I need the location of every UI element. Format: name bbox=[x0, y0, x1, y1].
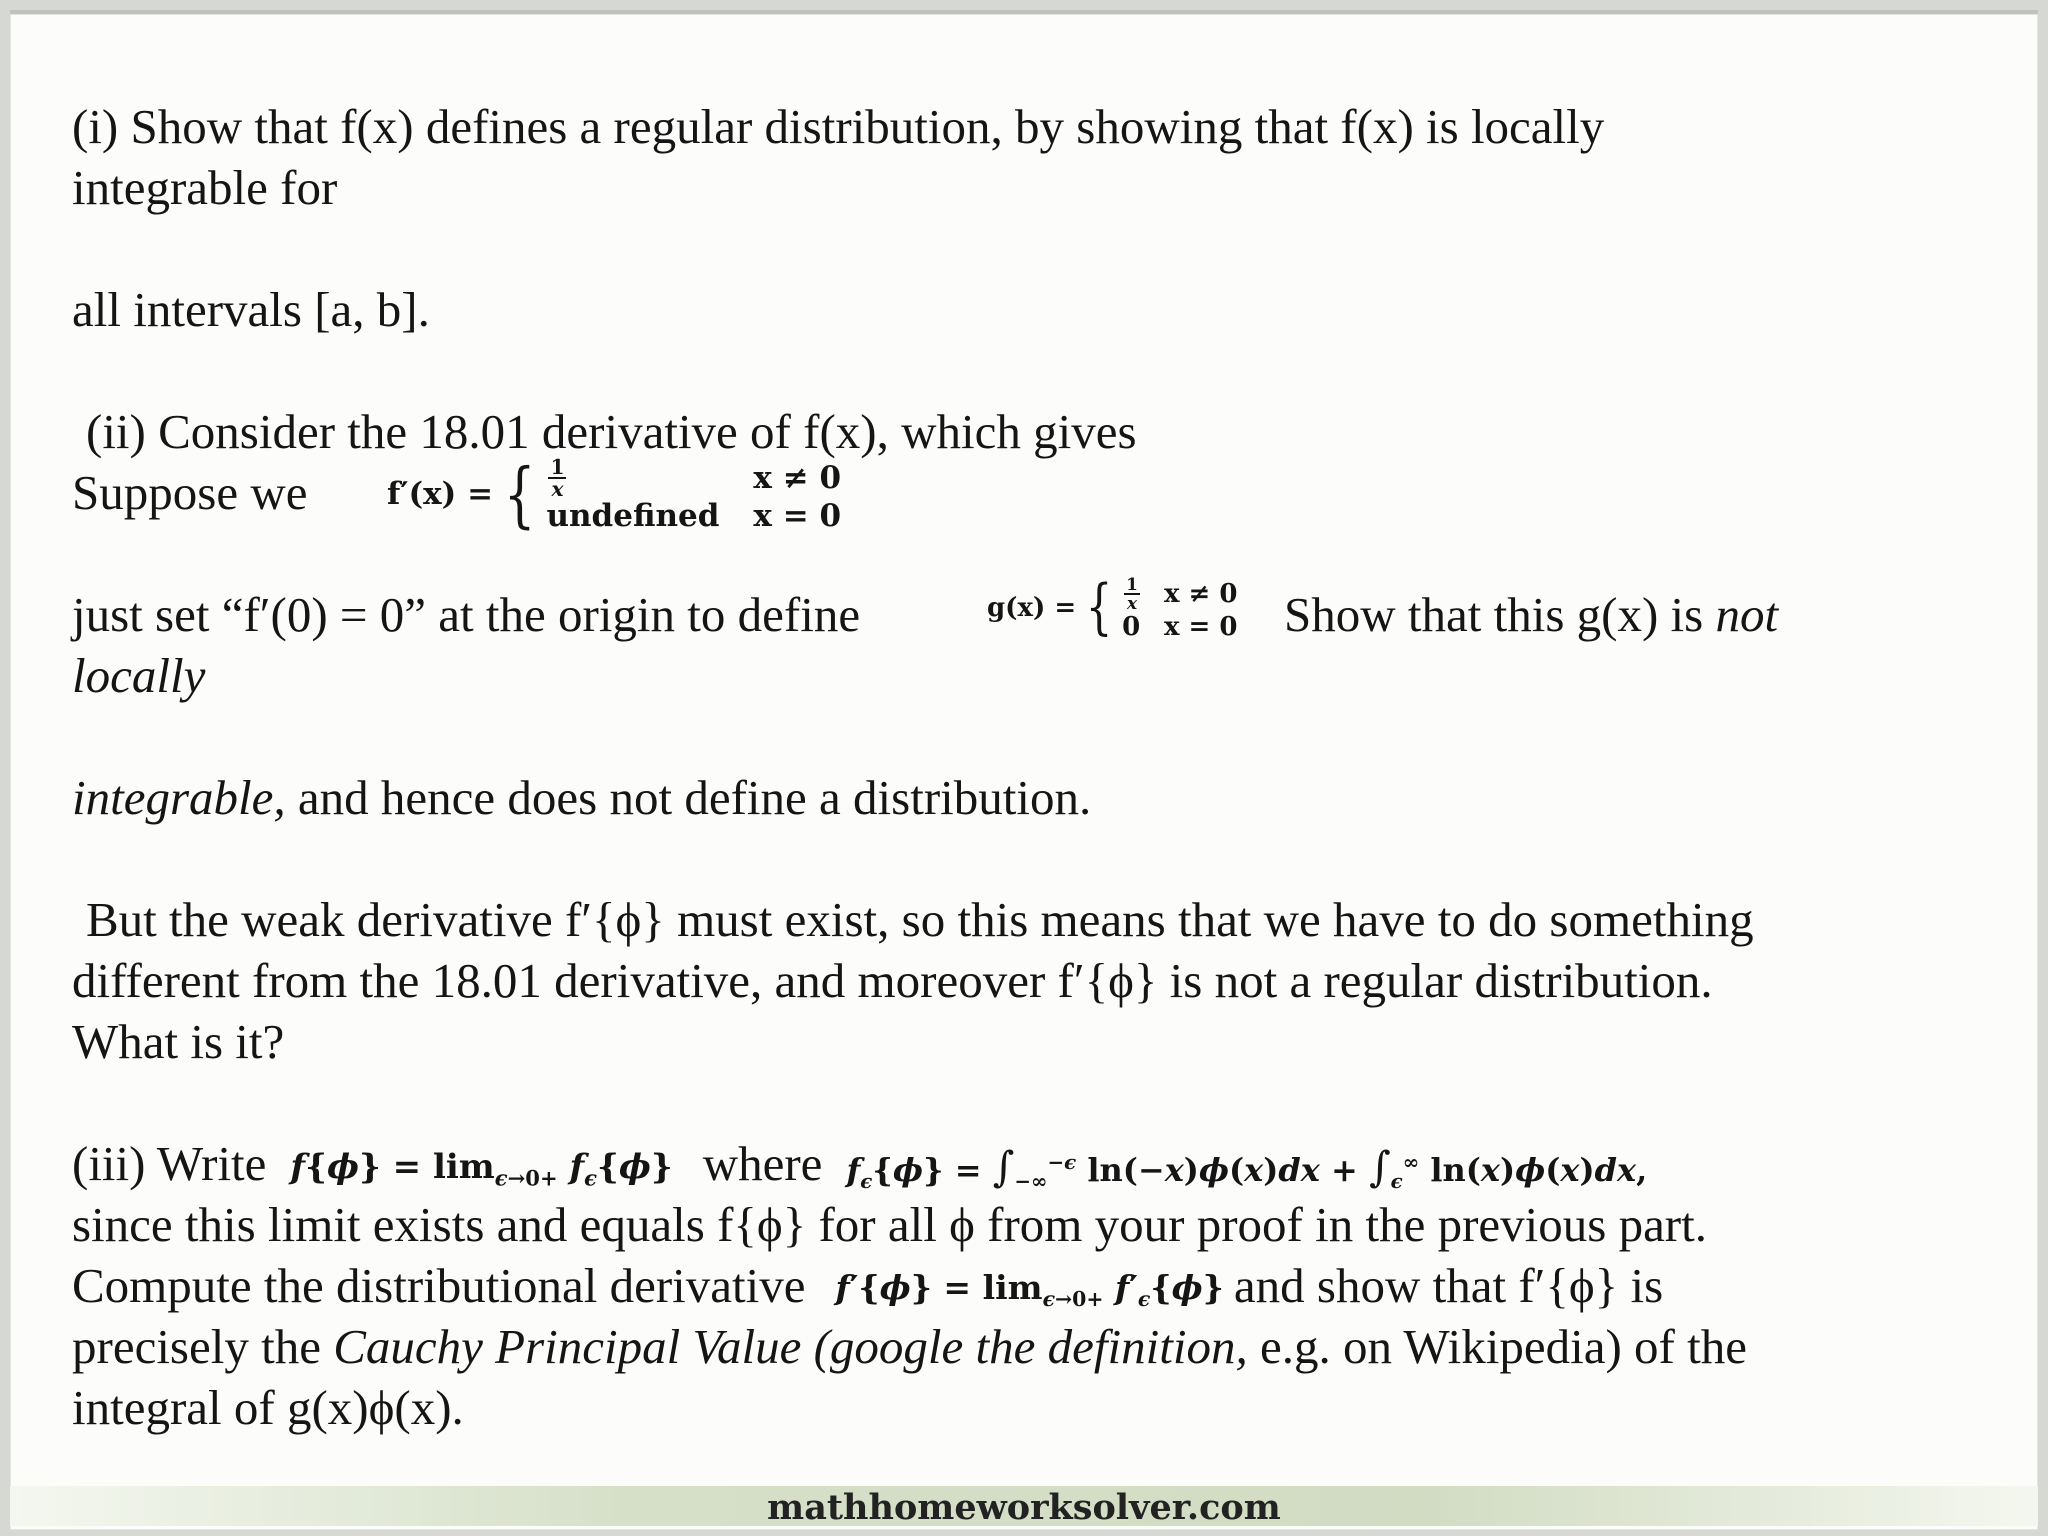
fprime-case1-value: $\frac{1}{x}$ bbox=[550, 455, 565, 502]
not-emphasis: not bbox=[1715, 587, 1779, 642]
part3-line2: since this limit exists and equals f{ϕ} for all ϕ from your proof in the previous part. bbox=[72, 1197, 1707, 1252]
g-case2-value: 0 bbox=[1122, 611, 1141, 642]
slide-content bbox=[72, 96, 2012, 1438]
weak-line2: different from the 18.01 derivative, and moreover f′{ϕ} is not a regular distribution. bbox=[72, 953, 1713, 1008]
part1-line3: all intervals [a, b]. bbox=[72, 282, 430, 337]
part2-justset-line bbox=[72, 571, 2012, 645]
fprime-case2-cond: x = 0 bbox=[753, 498, 842, 535]
derivative-limit-equation: $f'\{\phi\} = \lim_{\epsilon\to 0+} f'_\epsilon\{\phi\}$ bbox=[835, 1268, 1224, 1312]
write-text: (iii) Write bbox=[72, 1136, 267, 1191]
fprime-case2-value: undefined bbox=[546, 498, 720, 535]
and-show-text: and show that f′{ϕ} is bbox=[1233, 1258, 1664, 1313]
cauchy-emphasis: Cauchy Principal Value (google the definition, bbox=[333, 1319, 1248, 1374]
g-case2-cond: x = 0 bbox=[1163, 611, 1238, 642]
g-case1-value: $\frac{1}{x}$ bbox=[1126, 574, 1138, 613]
part3-compute-line bbox=[72, 1255, 2012, 1316]
integrable-emphasis: integrable, bbox=[72, 770, 286, 825]
eg-text: e.g. on Wikipedia) of the bbox=[1247, 1319, 1747, 1374]
precisely-text: precisely the bbox=[72, 1319, 334, 1374]
part2-line1: (ii) Consider the 18.01 derivative of f(x), which gives bbox=[86, 404, 1137, 459]
integrable-line bbox=[72, 767, 2012, 828]
fprime-equation: f′(x) = { $\frac{1}{x}$ x ≠ 0 undefined x = 0 bbox=[387, 453, 842, 537]
where-text: where bbox=[702, 1136, 823, 1191]
slide bbox=[10, 10, 2038, 1530]
g-case1-cond: x ≠ 0 bbox=[1163, 578, 1238, 609]
footer-site: mathhomeworksolver.com bbox=[767, 1487, 1281, 1528]
f-epsilon-equation: $f_\epsilon\{\phi\} = \int_{-\infty}^{-\epsilon}$ $\ln(-x)\phi(x)dx + \int_\epsilon^\infty$ ln(x)ϕ(x)dx, bbox=[846, 1141, 1648, 1193]
weak-line1: But the weak derivative f′{ϕ} must exist, so this means that we have to do something bbox=[86, 892, 1754, 947]
part3-precisely-line bbox=[72, 1316, 2012, 1377]
locally-emphasis: locally bbox=[72, 648, 206, 703]
g-equation: g(x) = { $\frac{1}{x}$ x ≠ 0 0 x = 0 bbox=[987, 571, 1238, 642]
show-pre-text: Show that this g(x) is bbox=[1284, 587, 1704, 642]
compute-text: Compute the distributional derivative bbox=[72, 1258, 806, 1313]
weak-line3: What is it? bbox=[72, 1014, 285, 1069]
part1-line1: (i) Show that f(x) defines a regular distribution, by showing that f(x) is locally bbox=[72, 99, 1605, 154]
fprime-lhs: f′(x) = bbox=[387, 476, 494, 513]
limit-definition-equation: $f\{\phi\} = \lim_{\epsilon\to 0+} f_\epsilon\{\phi\}$ bbox=[290, 1146, 673, 1190]
part1-line2: integrable for bbox=[72, 160, 338, 215]
part2-suppose-line bbox=[72, 453, 2012, 537]
justset-text: just set “f′(0) = 0” at the origin to define bbox=[72, 587, 861, 642]
locally-line bbox=[72, 645, 2012, 706]
integrable-rest: and hence does not define a distribution. bbox=[285, 770, 1092, 825]
part3-integral-line: integral of g(x)ϕ(x). bbox=[72, 1380, 464, 1435]
g-lhs: g(x) = bbox=[987, 592, 1077, 623]
show-g-not-integrable bbox=[1284, 584, 1778, 645]
footer-bar bbox=[10, 1486, 2038, 1526]
part3-write-line bbox=[72, 1133, 2012, 1194]
fprime-case1-cond: x ≠ 0 bbox=[753, 459, 842, 496]
suppose-text: Suppose we bbox=[72, 465, 308, 520]
